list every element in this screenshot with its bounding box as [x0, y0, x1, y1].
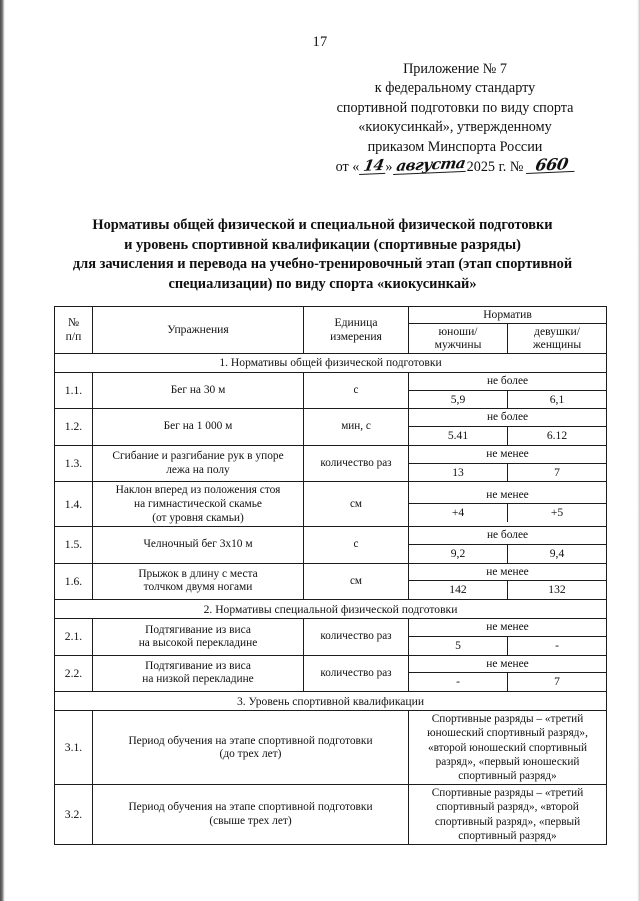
row-number: 1.5. — [55, 527, 93, 563]
appendix-header-line-3: спортивной подготовки по виду спорта — [336, 99, 574, 116]
exercise-name — [93, 409, 304, 445]
measurement-unit: см — [304, 482, 409, 527]
norm-value-male: - — [409, 673, 508, 691]
sport-rank-line: спортивный разряд», «второй — [436, 801, 579, 814]
norm-value-female: 132 — [548, 583, 566, 597]
sport-rank-line: «второй юношеский спортивный — [427, 741, 588, 754]
measurement-unit: см — [304, 563, 409, 599]
exercise-name-line: (от уровня скамьи) — [152, 512, 244, 525]
exercise-name-line: Прыжок в длину с места — [138, 568, 258, 581]
exercise-name — [93, 482, 304, 527]
exercise-name-line: (до трех лет) — [219, 747, 282, 760]
section-title: 3. Уровень спортивной квалификации — [55, 692, 607, 711]
table-row — [55, 527, 607, 563]
section-title-row — [55, 600, 607, 619]
exercise-name-line: Подтягивание из виса — [145, 623, 251, 636]
column-header-norm: Норматив — [409, 307, 607, 324]
standards-table — [54, 306, 607, 845]
exercise-name-line: Бег на 30 м — [170, 384, 226, 397]
norm-values — [409, 637, 606, 655]
sport-rank-requirement — [409, 711, 607, 785]
norm-value-female: 6,1 — [549, 392, 565, 406]
exercise-name-line: Период обучения на этапе спортивной подготовки — [128, 801, 373, 814]
norm-value-female: 7 — [554, 675, 560, 689]
appendix-header-line-5: приказом Минспорта России — [367, 138, 543, 155]
measurement-unit: количество раз — [304, 445, 409, 481]
norm-cell — [409, 527, 607, 563]
appendix-header-line-2: к федеральному стандарту — [374, 80, 536, 97]
measurement-unit: количество раз — [304, 655, 409, 691]
column-header-female — [508, 323, 607, 353]
norm-values — [409, 464, 606, 482]
exercise-name-line: Бег на 1 000 м — [163, 420, 233, 433]
norm-cell — [409, 445, 607, 481]
norm-value-male: 142 — [409, 581, 508, 599]
table-head — [55, 307, 607, 354]
column-header-male-line-2: мужчины — [434, 338, 482, 352]
norm-value-male: 9,2 — [409, 545, 508, 563]
order-quote-close: » — [385, 159, 393, 176]
norm-limit-label: не менее — [409, 487, 606, 505]
norm-limit-label: не менее — [409, 619, 606, 637]
norm-limit-label: не более — [409, 373, 606, 391]
exercise-name — [93, 711, 409, 785]
norm-value-female: 7 — [554, 465, 560, 479]
column-header-number — [55, 307, 93, 354]
exercise-name-line: толчком двумя ногами — [143, 581, 253, 594]
handwritten-month: августа — [393, 156, 469, 175]
exercise-name-line: Период обучения на этапе спортивной подготовки — [128, 734, 373, 747]
sport-rank-line: Спортивные разряды – «третий — [431, 713, 584, 726]
column-header-male — [409, 323, 508, 353]
norm-value-male: +4 — [409, 504, 508, 522]
norm-values — [409, 391, 606, 409]
exercise-name-line: Челночный бег 3х10 м — [143, 538, 253, 551]
page-title-line-4: специализации) по виду спорта «киокусинкай» — [168, 275, 477, 292]
order-date-line — [300, 153, 610, 177]
handwritten-order-number: 660 — [526, 156, 577, 174]
row-number: 1.1. — [55, 372, 93, 408]
row-number: 1.2. — [55, 409, 93, 445]
exercise-name — [93, 619, 304, 655]
exercise-name-line: на низкой перекладине — [142, 673, 254, 686]
norm-value-female: 6.12 — [546, 429, 568, 443]
table-row — [55, 482, 607, 527]
measurement-unit: с — [304, 372, 409, 408]
column-header-male-line-1: юноши/ — [438, 324, 478, 338]
row-number: 1.3. — [55, 445, 93, 481]
appendix-header-line-4: «киокусинкай», утвержденному — [358, 119, 552, 136]
exercise-name-line: (свыше трех лет) — [209, 814, 292, 827]
norm-limit-label: не менее — [409, 446, 606, 464]
norm-limit-label: не менее — [409, 656, 606, 674]
exercise-name — [93, 445, 304, 481]
exercise-name-line: Сгибание и разгибание рук в упоре — [112, 450, 284, 463]
norm-cell — [409, 655, 607, 691]
exercise-name — [93, 372, 304, 408]
table-row — [55, 409, 607, 445]
exercise-name-line: Подтягивание из виса — [145, 660, 251, 673]
order-year: 2025 г. № — [466, 159, 524, 176]
table-row — [55, 619, 607, 655]
table-row — [55, 445, 607, 481]
exercise-name-line: Наклон вперед из положения стоя — [115, 484, 281, 497]
sport-rank-line: юношеский спортивный разряд», — [427, 727, 588, 740]
page-title-line-1: Нормативы общей физической и специальной физической подготовки — [92, 217, 553, 233]
sport-rank-requirement — [409, 785, 607, 845]
column-header-unit-line-1: Единица — [334, 316, 378, 330]
column-header-exercise: Упражнения — [93, 307, 304, 354]
column-header-number-line-2: п/п — [65, 329, 82, 343]
norm-values — [409, 504, 606, 522]
row-number: 1.4. — [55, 482, 93, 527]
section-title-row — [55, 692, 607, 711]
exercise-name — [93, 655, 304, 691]
exercise-name — [93, 785, 409, 845]
column-header-unit-line-2: измерения — [330, 329, 382, 343]
norm-cell — [409, 409, 607, 445]
norm-limit-label: не более — [409, 527, 606, 545]
page-title — [55, 216, 590, 294]
column-header-unit — [304, 307, 409, 354]
norm-values — [409, 545, 606, 563]
norm-value-female: +5 — [550, 506, 564, 520]
norm-value-male: 13 — [409, 464, 508, 482]
row-number: 3.1. — [55, 711, 93, 785]
norm-cell — [409, 372, 607, 408]
row-number: 2.1. — [55, 619, 93, 655]
exercise-name-line: на гимнастической скамье — [134, 498, 262, 511]
exercise-name-line: лежа на полу — [166, 463, 230, 476]
sport-rank-line: Спортивные разряды – «третий — [431, 787, 584, 800]
norm-value-male: 5 — [409, 637, 508, 655]
measurement-unit: с — [304, 527, 409, 563]
sport-rank-line: разряд», «первый юношеский — [435, 755, 580, 768]
exercise-name-line: на высокой перекладине — [138, 636, 258, 649]
row-number: 3.2. — [55, 785, 93, 845]
norm-cell — [409, 619, 607, 655]
measurement-unit: количество раз — [304, 619, 409, 655]
exercise-name — [93, 527, 304, 563]
appendix-header-line-1: Приложение № 7 — [403, 61, 507, 77]
section-title-row — [55, 353, 607, 372]
norm-values — [409, 427, 606, 445]
appendix-header — [300, 60, 610, 177]
page-title-line-2: и уровень спортивной квалификации (спортивные разряды) — [124, 236, 521, 253]
table-row — [55, 563, 607, 599]
norm-value-male: 5,9 — [409, 391, 508, 409]
norm-limit-label: не более — [409, 409, 606, 427]
table-row — [55, 655, 607, 691]
column-header-female-line-1: девушки/ — [534, 324, 580, 338]
norm-cell — [409, 482, 607, 527]
page-number: 17 — [312, 34, 328, 50]
column-header-female-line-2: женщины — [532, 338, 582, 352]
norm-value-female: - — [555, 638, 559, 652]
sport-rank-line: спортивный разряд» — [458, 770, 557, 783]
norm-values — [409, 581, 606, 599]
row-number: 2.2. — [55, 655, 93, 691]
norm-limit-label: не менее — [409, 564, 606, 582]
table-body — [55, 353, 607, 844]
table-row — [55, 372, 607, 408]
table-row — [55, 711, 607, 785]
section-title: 1. Нормативы общей физической подготовки — [55, 353, 607, 372]
table-header-row-1 — [55, 307, 607, 324]
norm-cell — [409, 563, 607, 599]
section-title: 2. Нормативы специальной физической подготовки — [55, 600, 607, 619]
handwritten-day: 14 — [359, 158, 388, 175]
norm-values — [409, 673, 606, 691]
measurement-unit: мин, с — [304, 409, 409, 445]
sport-rank-line: спортивный разряд», «первый — [434, 815, 581, 828]
scan-edge-left — [0, 0, 5, 901]
exercise-name — [93, 563, 304, 599]
column-header-number-line-1: № — [67, 316, 80, 330]
norm-value-male: 5.41 — [409, 427, 508, 445]
sport-rank-line: спортивный разряд» — [458, 829, 557, 842]
row-number: 1.6. — [55, 563, 93, 599]
norm-value-female: 9,4 — [549, 546, 565, 560]
page-title-line-3: для зачисления и перевода на учебно-тренировочный этап (этап спортивной — [72, 256, 573, 273]
table-row — [55, 785, 607, 845]
order-prefix: от « — [335, 159, 360, 176]
